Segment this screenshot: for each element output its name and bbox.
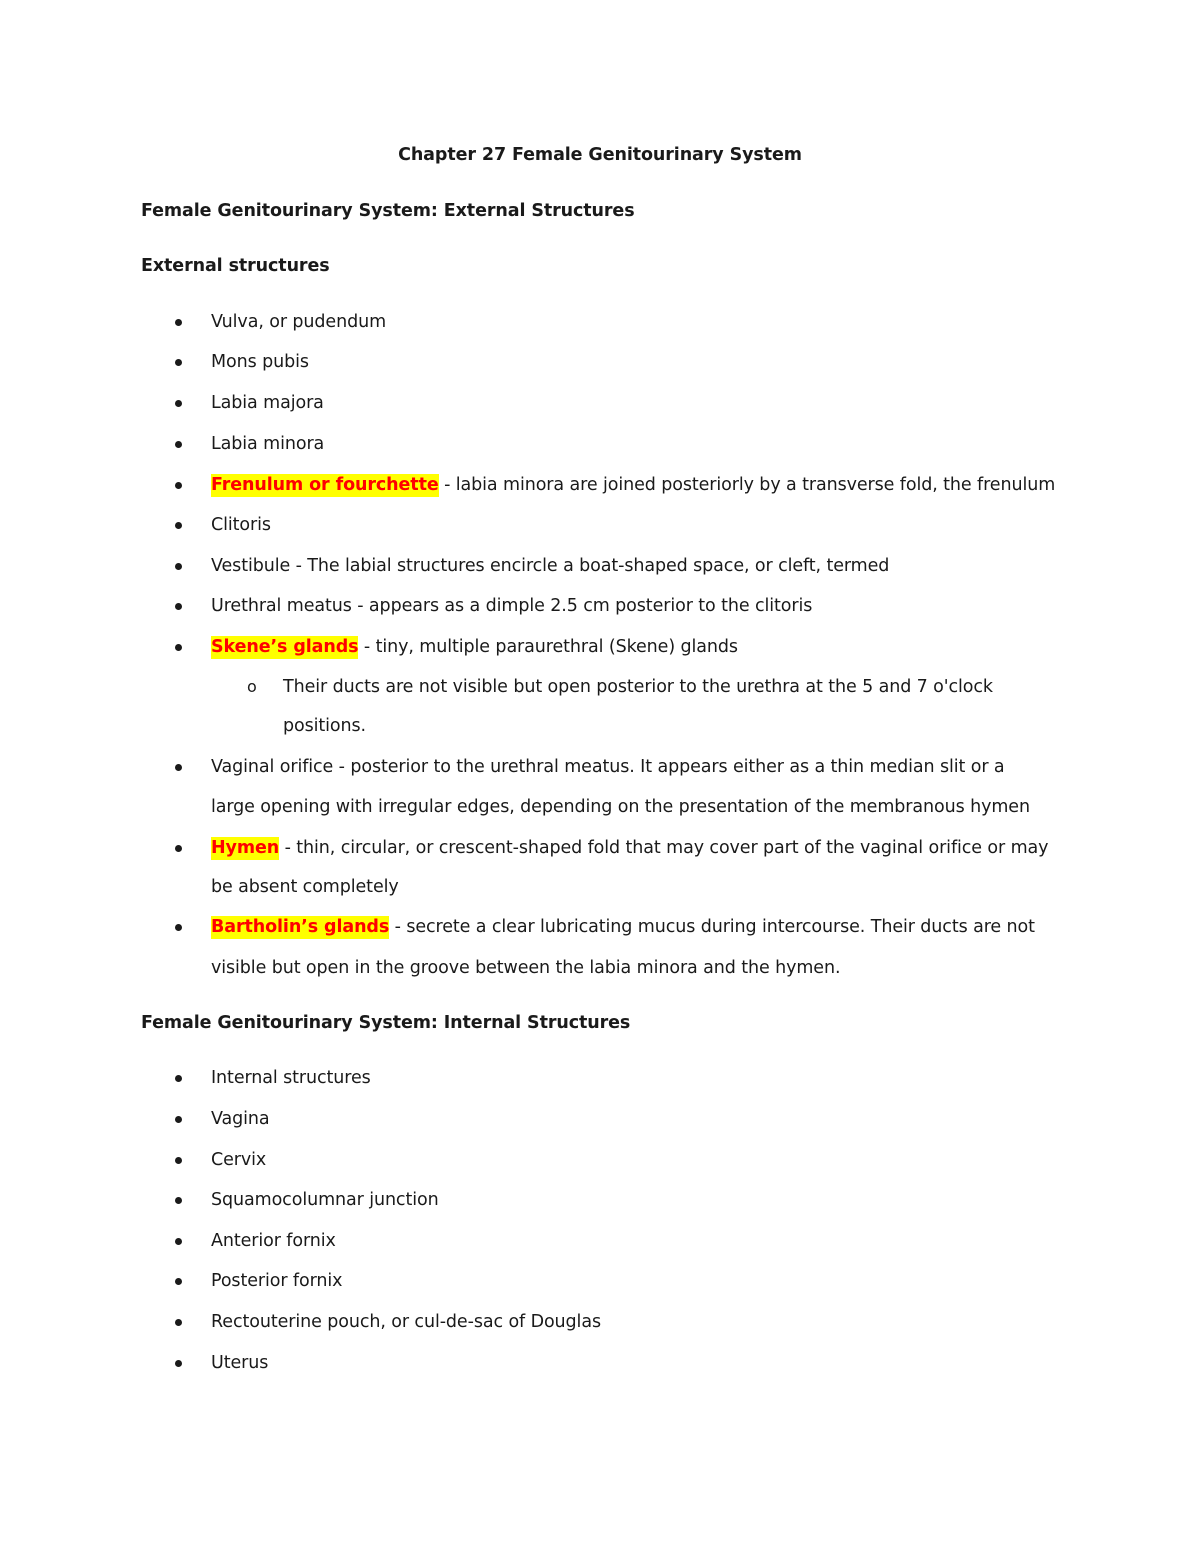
list-item: Internal structures	[211, 1068, 371, 1088]
bullet-icon	[171, 1229, 185, 1253]
bullet-icon	[171, 1269, 185, 1293]
list-item: Skene’s glands - tiny, multiple paraurethral (Skene) glands	[211, 637, 738, 657]
bullet-icon	[171, 1107, 185, 1131]
list-item: Rectouterine pouch, or cul-de-sac of Douglas	[211, 1312, 601, 1332]
sub-list-item: Their ducts are not visible but open posterior to the urethra at the 5 and 7 o'clock	[283, 677, 993, 697]
bullet-icon	[171, 1351, 185, 1375]
bullet-icon	[171, 1310, 185, 1334]
list-item: Posterior fornix	[211, 1271, 343, 1291]
bullet-icon	[171, 594, 185, 618]
bullet-icon	[171, 1188, 185, 1212]
list-item: Labia majora	[211, 393, 324, 413]
list-item: Vaginal orifice - posterior to the urethral meatus. It appears either as a thin median slit or a	[211, 757, 1005, 777]
list-item: Squamocolumnar junction	[211, 1190, 439, 1210]
list-item: Urethral meatus - appears as a dimple 2.5 cm posterior to the clitoris	[211, 596, 813, 616]
bullet-icon	[171, 915, 185, 939]
bullet-icon	[171, 635, 185, 659]
list-item: Cervix	[211, 1150, 267, 1170]
bullet-icon	[171, 836, 185, 860]
highlighted-term: Bartholin’s glands	[211, 917, 390, 937]
subheading-external-structures: External structures	[141, 256, 330, 276]
highlighted-term: Skene’s glands	[211, 637, 359, 657]
list-item-continuation: visible but open in the groove between the labia minora and the hymen.	[211, 958, 841, 978]
list-item: Bartholin’s glands - secrete a clear lubricating mucus during intercourse. Their ducts are not	[211, 917, 1035, 937]
document-title: Chapter 27 Female Genitourinary System	[398, 145, 802, 165]
bullet-icon	[171, 1066, 185, 1090]
bullet-icon	[171, 350, 185, 374]
bullet-icon	[171, 310, 185, 334]
list-item: Labia minora	[211, 434, 325, 454]
bullet-icon	[171, 1148, 185, 1172]
list-item-continuation: large opening with irregular edges, depending on the presentation of the membranous hymen	[211, 797, 1030, 817]
section-heading-external: Female Genitourinary System: External Structures	[141, 201, 635, 221]
bullet-icon	[171, 432, 185, 456]
bullet-icon	[171, 391, 185, 415]
bullet-icon	[171, 513, 185, 537]
list-item: Hymen - thin, circular, or crescent-shaped fold that may cover part of the vaginal orifice or may	[211, 838, 1049, 858]
sub-bullet-icon: o	[247, 677, 257, 696]
list-item: Uterus	[211, 1353, 269, 1373]
list-item: Vulva, or pudendum	[211, 312, 387, 332]
sub-list-item-continuation: positions.	[283, 716, 366, 736]
list-item: Vestibule - The labial structures encircle a boat-shaped space, or cleft, termed	[211, 556, 890, 576]
list-item: Anterior fornix	[211, 1231, 336, 1251]
bullet-icon	[171, 473, 185, 497]
section-heading-internal: Female Genitourinary System: Internal Structures	[141, 1013, 631, 1033]
list-item-continuation: be absent completely	[211, 877, 399, 897]
list-item: Clitoris	[211, 515, 271, 535]
list-item: Vagina	[211, 1109, 270, 1129]
highlighted-term: Frenulum or fourchette	[211, 475, 439, 495]
highlighted-term: Hymen	[211, 838, 280, 858]
list-item: Frenulum or fourchette - labia minora are joined posteriorly by a transverse fold, the frenulum	[211, 475, 1056, 495]
list-item: Mons pubis	[211, 352, 309, 372]
bullet-icon	[171, 554, 185, 578]
bullet-icon	[171, 755, 185, 779]
